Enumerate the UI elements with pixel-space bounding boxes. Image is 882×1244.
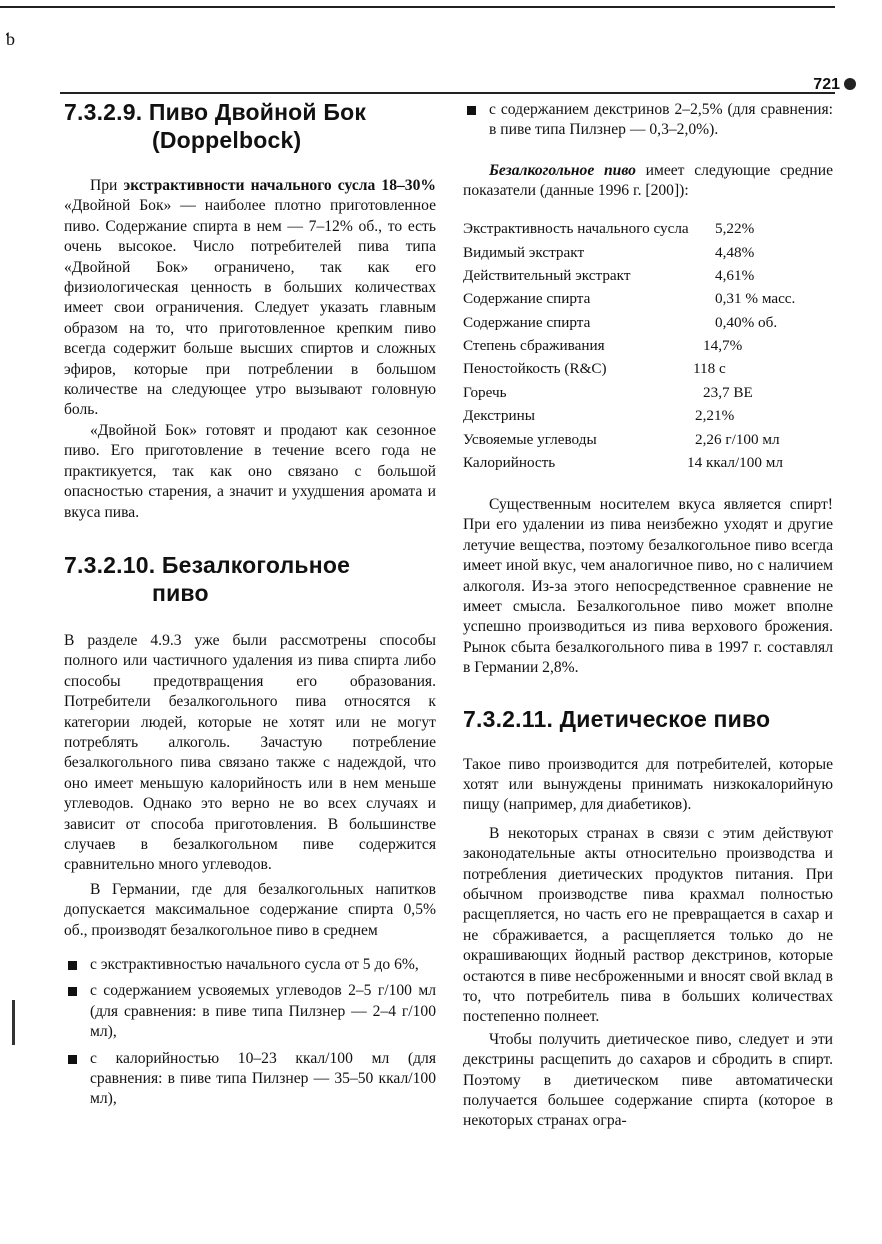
- section-heading-diet-beer: 7.3.2.11. Диетическое пиво: [463, 705, 771, 732]
- heading-line: (Doppelbock): [152, 127, 302, 153]
- param-label: Видимый экстракт: [463, 243, 585, 261]
- table-row: [463, 264, 833, 287]
- list-item: с калорийностью 10–23 ккал/100 мл (для сравнения: в пиве типа Пилзнер — 35–50 ккал/100 мл),: [64, 1049, 436, 1110]
- param-label: Степень сбраживания: [463, 337, 605, 355]
- header-rule: [60, 92, 835, 94]
- param-value: 118 с: [693, 360, 726, 378]
- table-row: [463, 311, 833, 334]
- paragraph: [64, 176, 436, 421]
- param-label: Экстрактивность начального сусла: [463, 220, 689, 238]
- parameters-table-body: [463, 218, 833, 475]
- param-value: 2,26 г/100 мл: [695, 430, 780, 448]
- scan-edge-mark: [12, 1000, 15, 1045]
- left-column: [64, 96, 436, 1110]
- paragraph: Существенным носителем вкуса является спирт! При его удалении из пива неизбежно уходят и другие летучие вещества, поэтому безалкогольное пиво всегда имеет иной вкус, чем аналогичное пиво, но с наличием алкоголя. Из-за этого непосредственное сравнение не имеет смысла. Безалкогольное пиво может вполне успешно производиться из пива верхового брожения. Рынок сбыта безалкогольного пива в 1997 г. составлял в Германии 2,8%.: [463, 495, 833, 677]
- param-label: Пеностойкость (R&C): [463, 360, 607, 378]
- bold-term: экстрактивности начального сусла 18–30%: [123, 177, 436, 194]
- param-value: 4,61%: [715, 266, 755, 284]
- param-value: 2,21%: [695, 407, 735, 425]
- table-row: [463, 288, 833, 311]
- param-label: Содержание спирта: [463, 290, 591, 308]
- paragraph: В Германии, где для безалкогольных напитков допускается максимальное содержание спирта 0,5% об., производят безалкогольное пиво в среднем: [64, 880, 436, 939]
- paragraph: «Двойной Бок» готовят и продают как сезонное пиво. Его приготовление в течение всего года не практикуется, так как оно связано с большой опасностью старения, а значит и ухудшения аромата и вкуса пива.: [64, 421, 436, 521]
- bullet-list: [64, 955, 436, 1110]
- table-row: [463, 405, 833, 428]
- table-row: [463, 428, 833, 451]
- text-run: При: [90, 177, 124, 194]
- param-value: 23,7 BE: [703, 383, 753, 401]
- section-heading-doppelbock: [64, 98, 436, 154]
- paragraph: В разделе 4.9.3 уже были рассмотрены способы полного или частичного удаления из пива спирта либо способы предотвращения его образования. Потребители безалкогольного пива относятся к категории людей, которые не хотят или не могут потреблять алкоголь. Зачастую потребление безалкогольного пива связано также с надеждой, что оно имеет меньшую калорийность или в нем меньше углеводов. Однако это верно не во всех случаях и зависит от способа приготовления. В большинстве случаев в безалкогольном пиве содержится сравнительно много углеводов.: [64, 631, 436, 874]
- param-value: 0,40% об.: [715, 313, 778, 331]
- paragraph: Такое пиво производится для потребителей, которые хотят или вынуждены принимать низкокалорийную пищу (например, для диабетиков).: [463, 755, 833, 814]
- param-label: Усвояемые углеводы: [463, 430, 597, 448]
- top-border-line: [0, 6, 835, 8]
- list-item: с экстрактивностью начального сусла от 5 до 6%,: [64, 955, 436, 975]
- paragraph: Чтобы получить диетическое пиво, следует и эти декстрины расщепить до сахаров и сбродить в спирт. Поэтому в диетическом пиве автоматически получается большее содержание спирта (которое в некоторых странах огра-: [463, 1030, 833, 1130]
- param-value: 4,48%: [715, 243, 755, 261]
- bullet-list: [463, 100, 833, 141]
- table-row: [463, 452, 833, 475]
- parameters-table: [463, 218, 833, 475]
- param-label: Декстрины: [463, 407, 535, 425]
- param-label: Горечь: [463, 383, 507, 401]
- page-number: [813, 76, 856, 94]
- table-row: [463, 381, 833, 404]
- page-marker-icon: [844, 78, 856, 90]
- param-label: Калорийность: [463, 454, 556, 472]
- paragraph: В некоторых странах в связи с этим действуют законодательные акты относительно производства и потребления диетических продуктов питания. При обычном производстве пива крахмал полностью расщепляется, но часть его не превращается в сахар и не сбраживается, а расщепляется только до не окрашивающих йодный раствор декстринов, которые остаются в пиве несброженными и вносят свой вклад в то, что потребитель пива в больших количествах постепенно полнеет.: [463, 824, 833, 1026]
- paragraph: [463, 161, 833, 202]
- table-row: [463, 358, 833, 381]
- param-label: Содержание спирта: [463, 313, 591, 331]
- param-label: Действительный экстракт: [463, 266, 631, 284]
- right-column: [463, 96, 833, 1132]
- heading-line: 7.3.2.10. Безалкогольное: [64, 551, 351, 578]
- param-value: 5,22%: [715, 220, 755, 238]
- param-value: 0,31 % масс.: [715, 290, 796, 308]
- table-row: [463, 335, 833, 358]
- italic-term: Безалкогольное пиво: [489, 161, 636, 179]
- heading-line: пиво: [152, 579, 209, 606]
- param-value: 14 ккал/100 мл: [687, 454, 783, 472]
- heading-line: 7.3.2.9. Пиво Двойной Бок: [64, 99, 367, 125]
- table-row: [463, 241, 833, 264]
- param-value: 14,7%: [703, 337, 743, 355]
- text-run: имеет следующие средние показатели (данные 1996 г. [200]):: [463, 161, 833, 200]
- page-number-text: 721: [813, 76, 840, 93]
- list-item: с содержанием декстринов 2–2,5% (для сравнения: в пиве типа Пилзнер — 0,3–2,0%).: [463, 100, 833, 141]
- text-run: «Двойной Бок» — наиболее плотно приготовленное пиво. Содержание спирта в нем — 7–12% об., то есть очень высокое. Число потребителей пива типа «Двойной Бок» ограничено, так как его физиологическая ценность в больших количествах имеет свои ограничения. Следует указать главным образом на то, что приготовленное крепким пиво всегда содержит больше высших спиртов и сложных эфиров, которые при потреблении в большом количестве на следующее утро вызывают головную боль.: [64, 197, 436, 419]
- list-item: с содержанием усвояемых углеводов 2–5 г/100 мл (для сравнения: в пиве типа Пилзнер — 2–4 г/100 мл),: [64, 981, 436, 1042]
- scan-corner-mark: ƅ: [6, 29, 15, 49]
- section-heading-non-alcoholic: [64, 551, 436, 607]
- table-row: [463, 218, 833, 241]
